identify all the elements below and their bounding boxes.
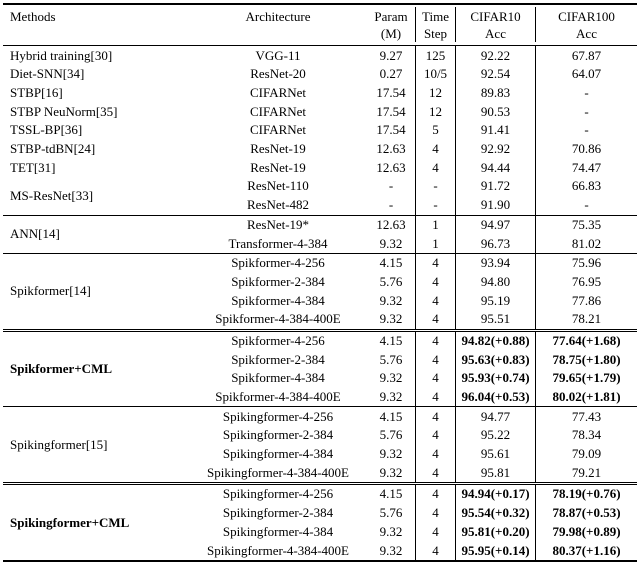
cifar100-acc-cell: 64.07 bbox=[535, 65, 637, 84]
method-group bbox=[3, 158, 637, 177]
param-cell: 4.15 bbox=[379, 408, 403, 424]
table-row bbox=[189, 407, 637, 426]
table-section bbox=[3, 329, 637, 407]
cifar100-acc-cell: 77.86 bbox=[535, 291, 637, 310]
table-header bbox=[3, 5, 637, 45]
architecture-cell: VGG-11 bbox=[255, 47, 301, 63]
table-row bbox=[189, 504, 637, 523]
param-cell: 9.32 bbox=[379, 464, 403, 480]
cifar10-acc-cell: 92.92 bbox=[455, 140, 535, 159]
param-cell: - bbox=[388, 197, 394, 213]
architecture-cell: Spikingformer-4-384-400E bbox=[207, 464, 349, 480]
method-cell: TET[31] bbox=[10, 159, 56, 175]
method-cell: STBP-tdBN[24] bbox=[10, 141, 96, 157]
cifar100-acc-cell: 78.34 bbox=[535, 426, 637, 445]
table-row bbox=[189, 158, 637, 177]
architecture-cell: Spikingformer-2-384 bbox=[222, 427, 334, 443]
cifar10-acc-cell: 95.63(+0.83) bbox=[455, 350, 535, 369]
table-row bbox=[189, 310, 637, 329]
time-step-cell: 4 bbox=[415, 407, 455, 426]
table-row bbox=[189, 426, 637, 445]
architecture-cell: Spikformer-2-384 bbox=[231, 273, 325, 289]
architecture-cell: Spikingformer-4-256 bbox=[222, 408, 334, 424]
table-row bbox=[189, 216, 637, 235]
architecture-cell: Spikingformer-2-384 bbox=[222, 505, 334, 521]
cifar100-acc-cell: - bbox=[535, 121, 637, 140]
param-cell: 9.32 bbox=[379, 311, 403, 327]
param-cell: 4.15 bbox=[379, 332, 403, 348]
cifar10-acc-cell: 95.19 bbox=[455, 291, 535, 310]
table-row bbox=[189, 234, 637, 253]
results-table bbox=[3, 3, 637, 562]
architecture-cell: Transformer-4-384 bbox=[228, 235, 328, 251]
cifar10-acc-cell: 95.93(+0.74) bbox=[455, 369, 535, 388]
param-cell: 9.32 bbox=[379, 542, 403, 558]
cifar100-acc-cell: 77.64(+1.68) bbox=[535, 332, 637, 351]
method-group bbox=[3, 102, 637, 121]
cifar100-acc-cell: - bbox=[535, 102, 637, 121]
method-group bbox=[3, 177, 637, 214]
time-step-cell: 12 bbox=[415, 84, 455, 103]
cifar10-acc-cell: 94.94(+0.17) bbox=[455, 485, 535, 504]
cifar100-acc-cell: 79.09 bbox=[535, 445, 637, 464]
cifar10-acc-cell: 95.81 bbox=[455, 463, 535, 482]
header-methods: Methods bbox=[10, 9, 56, 24]
table-row bbox=[189, 46, 637, 65]
cifar10-acc-cell: 94.82(+0.88) bbox=[455, 332, 535, 351]
param-cell: 9.32 bbox=[379, 235, 403, 251]
cifar100-acc-cell: - bbox=[535, 196, 637, 215]
cifar10-acc-cell: 90.53 bbox=[455, 102, 535, 121]
param-cell: 12.63 bbox=[376, 159, 406, 175]
header-cifar100-acc: CIFAR100 Acc bbox=[535, 7, 637, 42]
method-cell: TSSL-BP[36] bbox=[10, 122, 83, 138]
group-rows bbox=[189, 254, 637, 329]
table-row bbox=[189, 541, 637, 560]
cifar10-acc-cell: 94.44 bbox=[455, 158, 535, 177]
architecture-cell: Spikingformer-4-384-400E bbox=[207, 542, 349, 558]
table-row bbox=[189, 463, 637, 482]
architecture-cell: Spikingformer-4-256 bbox=[222, 486, 334, 502]
time-step-cell: 125 bbox=[415, 46, 455, 65]
architecture-cell: CIFARNet bbox=[249, 85, 307, 101]
cifar10-acc-cell: 94.80 bbox=[455, 273, 535, 292]
architecture-cell: ResNet-19 bbox=[250, 141, 306, 157]
cifar10-acc-cell: 96.04(+0.53) bbox=[455, 388, 535, 407]
cifar100-acc-cell: 78.21 bbox=[535, 310, 637, 329]
cifar100-acc-cell: 78.87(+0.53) bbox=[535, 504, 637, 523]
time-step-cell: 4 bbox=[415, 369, 455, 388]
table-row bbox=[189, 523, 637, 542]
architecture-cell: Spikformer-4-384 bbox=[231, 370, 325, 386]
architecture-cell: Spikformer-4-384-400E bbox=[215, 389, 341, 405]
cifar10-acc-cell: 95.95(+0.14) bbox=[455, 541, 535, 560]
method-cell: MS-ResNet[33] bbox=[10, 187, 94, 203]
time-step-cell: 4 bbox=[415, 463, 455, 482]
cifar100-acc-cell: 79.98(+0.89) bbox=[535, 523, 637, 542]
table-row bbox=[189, 291, 637, 310]
group-rows bbox=[189, 216, 637, 253]
time-step-cell: 5 bbox=[415, 121, 455, 140]
cifar100-acc-cell: 79.65(+1.79) bbox=[535, 369, 637, 388]
param-cell: 9.32 bbox=[379, 292, 403, 308]
method-cell: Spikingformer+CML bbox=[10, 514, 130, 530]
architecture-cell: Spikingformer-4-384 bbox=[222, 446, 334, 462]
cifar10-acc-cell: 91.72 bbox=[455, 177, 535, 196]
architecture-cell: Spikformer-4-256 bbox=[231, 255, 325, 271]
architecture-cell: Spikformer-4-256 bbox=[231, 332, 325, 348]
cifar100-acc-cell: 78.19(+0.76) bbox=[535, 485, 637, 504]
table-row bbox=[189, 332, 637, 351]
header-time-step: Time Step bbox=[415, 7, 455, 42]
table-body bbox=[3, 45, 637, 560]
time-step-cell: 4 bbox=[415, 254, 455, 273]
group-rows bbox=[189, 140, 637, 159]
param-cell: 17.54 bbox=[376, 85, 406, 101]
method-cell: Hybrid training[30] bbox=[10, 47, 113, 63]
cifar100-acc-cell: 75.35 bbox=[535, 216, 637, 235]
param-cell: 17.54 bbox=[376, 103, 406, 119]
method-group bbox=[3, 140, 637, 159]
architecture-cell: ResNet-110 bbox=[247, 178, 309, 194]
param-cell: 9.27 bbox=[379, 47, 403, 63]
cifar100-acc-cell: 80.02(+1.81) bbox=[535, 388, 637, 407]
cifar100-acc-cell: 77.43 bbox=[535, 407, 637, 426]
time-step-cell: 4 bbox=[415, 504, 455, 523]
param-cell: 9.32 bbox=[379, 370, 403, 386]
time-step-cell: 1 bbox=[415, 216, 455, 235]
table-row bbox=[189, 273, 637, 292]
cifar10-acc-cell: 91.90 bbox=[455, 196, 535, 215]
time-step-cell: 4 bbox=[415, 485, 455, 504]
architecture-cell: Spikformer-4-384-400E bbox=[215, 311, 341, 327]
cifar10-acc-cell: 93.94 bbox=[455, 254, 535, 273]
group-rows bbox=[189, 46, 637, 65]
group-rows bbox=[189, 121, 637, 140]
method-cell: STBP NeuNorm[35] bbox=[10, 103, 118, 119]
time-step-cell: 4 bbox=[415, 273, 455, 292]
table-row bbox=[189, 177, 637, 196]
method-group bbox=[3, 84, 637, 103]
time-step-cell: 4 bbox=[415, 541, 455, 560]
architecture-cell: ResNet-20 bbox=[250, 66, 306, 82]
table-row bbox=[189, 84, 637, 103]
table-row bbox=[189, 350, 637, 369]
method-group bbox=[3, 46, 637, 65]
method-group bbox=[3, 121, 637, 140]
cifar100-acc-cell: 80.37(+1.16) bbox=[535, 541, 637, 560]
table-row bbox=[189, 254, 637, 273]
param-cell: 12.63 bbox=[376, 141, 406, 157]
cifar100-acc-cell: 66.83 bbox=[535, 177, 637, 196]
group-rows bbox=[189, 177, 637, 214]
table-section bbox=[3, 215, 637, 253]
param-cell: 5.76 bbox=[379, 505, 403, 521]
time-step-cell: 10/5 bbox=[415, 65, 455, 84]
architecture-cell: ResNet-19* bbox=[246, 216, 310, 232]
param-cell: 5.76 bbox=[379, 351, 403, 367]
method-group bbox=[3, 485, 637, 560]
table-row bbox=[189, 388, 637, 407]
method-cell: STBP[16] bbox=[10, 85, 63, 101]
time-step-cell: - bbox=[415, 196, 455, 215]
cifar10-acc-cell: 91.41 bbox=[455, 121, 535, 140]
method-cell: Spikingformer[15] bbox=[10, 436, 108, 452]
method-group bbox=[3, 65, 637, 84]
group-rows bbox=[189, 407, 637, 482]
method-cell: Spikformer[14] bbox=[10, 283, 91, 299]
table-section bbox=[3, 45, 637, 214]
cifar10-acc-cell: 95.22 bbox=[455, 426, 535, 445]
cifar10-acc-cell: 89.83 bbox=[455, 84, 535, 103]
cifar100-acc-cell: 76.95 bbox=[535, 273, 637, 292]
architecture-cell: ResNet-19 bbox=[250, 159, 306, 175]
cifar10-acc-cell: 95.81(+0.20) bbox=[455, 523, 535, 542]
time-step-cell: 4 bbox=[415, 523, 455, 542]
method-cell: Spikformer+CML bbox=[10, 361, 113, 376]
param-cell: 0.27 bbox=[379, 66, 403, 82]
method-cell: ANN[14] bbox=[10, 226, 60, 242]
param-cell: 5.76 bbox=[379, 273, 403, 289]
architecture-cell: CIFARNet bbox=[249, 122, 307, 138]
param-cell: 9.32 bbox=[379, 389, 403, 405]
time-step-cell: 4 bbox=[415, 332, 455, 351]
time-step-cell: 4 bbox=[415, 388, 455, 407]
cifar10-acc-cell: 96.73 bbox=[455, 234, 535, 253]
architecture-cell: Spikformer-4-384 bbox=[231, 292, 325, 308]
time-step-cell: 4 bbox=[415, 291, 455, 310]
cifar10-acc-cell: 92.54 bbox=[455, 65, 535, 84]
param-cell: 9.32 bbox=[379, 446, 403, 462]
time-step-cell: 12 bbox=[415, 102, 455, 121]
table-row bbox=[189, 102, 637, 121]
table-row bbox=[189, 65, 637, 84]
cifar10-acc-cell: 95.54(+0.32) bbox=[455, 504, 535, 523]
cifar100-acc-cell: - bbox=[535, 84, 637, 103]
header-cifar10-acc: CIFAR10 Acc bbox=[455, 7, 535, 42]
architecture-cell: Spikingformer-4-384 bbox=[222, 523, 334, 539]
param-cell: - bbox=[388, 178, 394, 194]
table-row bbox=[189, 196, 637, 215]
time-step-cell: 4 bbox=[415, 445, 455, 464]
time-step-cell: 4 bbox=[415, 140, 455, 159]
table-row bbox=[189, 485, 637, 504]
param-cell: 17.54 bbox=[376, 122, 406, 138]
cifar10-acc-cell: 94.77 bbox=[455, 407, 535, 426]
table-section bbox=[3, 253, 637, 329]
param-cell: 12.63 bbox=[376, 216, 406, 232]
cifar100-acc-cell: 79.21 bbox=[535, 463, 637, 482]
group-rows bbox=[189, 102, 637, 121]
table-section bbox=[3, 406, 637, 482]
time-step-cell: 4 bbox=[415, 426, 455, 445]
param-cell: 4.15 bbox=[379, 486, 403, 502]
table-section bbox=[3, 482, 637, 560]
method-group bbox=[3, 254, 637, 329]
cifar10-acc-cell: 95.61 bbox=[455, 445, 535, 464]
table-row bbox=[189, 121, 637, 140]
table-row bbox=[189, 369, 637, 388]
time-step-cell: 4 bbox=[415, 350, 455, 369]
param-cell: 9.32 bbox=[379, 523, 403, 539]
header-param: Param (M) bbox=[374, 9, 408, 42]
param-cell: 5.76 bbox=[379, 427, 403, 443]
method-group bbox=[3, 332, 637, 407]
method-group bbox=[3, 407, 637, 482]
table-row bbox=[189, 445, 637, 464]
time-step-cell: 1 bbox=[415, 234, 455, 253]
table-row bbox=[189, 140, 637, 159]
group-rows bbox=[189, 332, 637, 407]
header-architecture: Architecture bbox=[245, 9, 311, 24]
cifar100-acc-cell: 75.96 bbox=[535, 254, 637, 273]
param-cell: 4.15 bbox=[379, 255, 403, 271]
time-step-cell: 4 bbox=[415, 310, 455, 329]
cifar100-acc-cell: 70.86 bbox=[535, 140, 637, 159]
group-rows bbox=[189, 84, 637, 103]
time-step-cell: - bbox=[415, 177, 455, 196]
cifar10-acc-cell: 94.97 bbox=[455, 216, 535, 235]
time-step-cell: 4 bbox=[415, 158, 455, 177]
cifar100-acc-cell: 67.87 bbox=[535, 46, 637, 65]
method-cell: Diet-SNN[34] bbox=[10, 66, 85, 82]
architecture-cell: ResNet-482 bbox=[246, 197, 310, 213]
group-rows bbox=[189, 65, 637, 84]
cifar100-acc-cell: 81.02 bbox=[535, 234, 637, 253]
method-group bbox=[3, 216, 637, 253]
cifar100-acc-cell: 74.47 bbox=[535, 158, 637, 177]
group-rows bbox=[189, 158, 637, 177]
cifar100-acc-cell: 78.75(+1.80) bbox=[535, 350, 637, 369]
group-rows bbox=[189, 485, 637, 560]
cifar10-acc-cell: 92.22 bbox=[455, 46, 535, 65]
cifar10-acc-cell: 95.51 bbox=[455, 310, 535, 329]
architecture-cell: Spikformer-2-384 bbox=[231, 351, 325, 367]
architecture-cell: CIFARNet bbox=[249, 103, 307, 119]
